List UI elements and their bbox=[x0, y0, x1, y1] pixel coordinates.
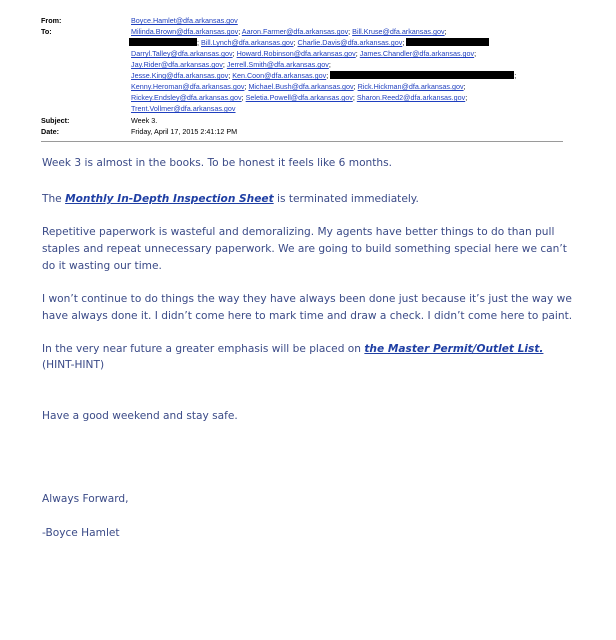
recipient-separator: ; bbox=[222, 60, 225, 69]
recipient-separator: ; bbox=[465, 93, 468, 102]
recipient-separator: ; bbox=[232, 49, 235, 58]
recipient-separator: ; bbox=[238, 27, 241, 36]
redaction-bar bbox=[406, 38, 489, 46]
recipient-link[interactable]: Aaron.Farmer@dfa.arkansas.gov bbox=[241, 27, 349, 36]
recipient-link[interactable]: Sharon.Reed2@dfa.arkansas.gov bbox=[356, 93, 466, 102]
subject-value: Week 3. bbox=[131, 116, 158, 125]
from-row bbox=[41, 16, 601, 27]
to-row bbox=[41, 71, 601, 82]
recipient-separator: ; bbox=[514, 71, 517, 80]
recipient-link[interactable]: Darryl.Talley@dfa.arkansas.gov bbox=[131, 49, 233, 58]
recipient-link[interactable]: James.Chandler@dfa.arkansas.gov bbox=[359, 49, 475, 58]
recipient-link[interactable]: Jesse.King@dfa.arkansas.gov bbox=[131, 71, 229, 80]
recipient-link[interactable]: Milinda.Brown@dfa.arkansas.gov bbox=[131, 27, 239, 36]
body-paragraph-line: have always done it. I didn’t come here to mark time and draw a check. I didn’t come here to paint. bbox=[42, 310, 573, 322]
to-label: To: bbox=[41, 27, 52, 36]
recipient-separator: ; bbox=[244, 82, 247, 91]
to-row bbox=[41, 38, 601, 49]
recipient-link[interactable]: Howard.Robinson@dfa.arkansas.gov bbox=[236, 49, 356, 58]
body-paragraph: Week 3 is almost in the books. To be honest it feels like 6 months. bbox=[42, 157, 393, 169]
recipient-separator: ; bbox=[474, 49, 477, 58]
to-row bbox=[41, 60, 601, 71]
body-text-span: is terminated immediately. bbox=[273, 193, 419, 205]
recipient-separator: ; bbox=[463, 82, 466, 91]
signature-line: -Boyce Hamlet bbox=[42, 527, 120, 539]
from-address-link[interactable]: Boyce.Hamlet@dfa.arkansas.gov bbox=[131, 16, 238, 25]
redaction-bar bbox=[129, 38, 197, 46]
body-text-span: The bbox=[42, 193, 66, 205]
recipient-separator: ; bbox=[444, 27, 447, 36]
recipient-separator: ; bbox=[293, 38, 296, 47]
recipient-separator: ; bbox=[348, 27, 351, 36]
body-text-span: In the very near future a greater emphasis will be placed on bbox=[42, 343, 365, 355]
recipient-separator: ; bbox=[353, 82, 356, 91]
date-row bbox=[41, 127, 601, 138]
recipient-link[interactable]: Bill.Lynch@dfa.arkansas.gov bbox=[201, 38, 294, 47]
header-divider bbox=[41, 141, 563, 142]
date-label: Date: bbox=[41, 127, 59, 136]
body-paragraph: Have a good weekend and stay safe. bbox=[42, 410, 238, 422]
master-permit-link[interactable]: the Master Permit/Outlet List. bbox=[364, 343, 544, 355]
closing-line: Always Forward, bbox=[42, 493, 129, 505]
recipient-separator: ; bbox=[197, 38, 199, 47]
recipient-link[interactable]: Rick.Hickman@dfa.arkansas.gov bbox=[357, 82, 464, 91]
recipient-link[interactable]: Michael.Bush@dfa.arkansas.gov bbox=[248, 82, 354, 91]
recipient-separator: ; bbox=[228, 71, 231, 80]
recipient-link[interactable]: Bill.Kruse@dfa.arkansas.gov bbox=[352, 27, 445, 36]
recipient-link[interactable]: Ken.Coon@dfa.arkansas.gov bbox=[232, 71, 327, 80]
recipient-separator: ; bbox=[355, 49, 358, 58]
redaction-bar bbox=[330, 71, 517, 80]
inspection-sheet-link[interactable]: Monthly In-Depth Inspection Sheet bbox=[65, 193, 274, 205]
from-label: From: bbox=[41, 16, 62, 25]
subject-row bbox=[41, 116, 601, 127]
recipient-link[interactable]: Rickey.Endsley@dfa.arkansas.gov bbox=[131, 93, 242, 102]
to-row bbox=[41, 27, 601, 38]
to-row bbox=[41, 49, 601, 60]
recipient-link[interactable]: Jerrell.Smith@dfa.arkansas.gov bbox=[226, 60, 329, 69]
recipient-separator: ; bbox=[402, 38, 405, 47]
recipient-link[interactable]: Seletia.Powell@dfa.arkansas.gov bbox=[245, 93, 353, 102]
body-paragraph-line: (HINT-HINT) bbox=[42, 359, 105, 371]
recipient-link[interactable]: Charlie.Davis@dfa.arkansas.gov bbox=[297, 38, 403, 47]
to-row bbox=[41, 93, 601, 104]
recipient-link[interactable]: Kenny.Heroman@dfa.arkansas.gov bbox=[131, 82, 245, 91]
recipient-separator: ; bbox=[241, 93, 244, 102]
body-paragraph-line: do it wasting our time. bbox=[42, 260, 162, 272]
body-paragraph-line: Repetitive paperwork is wasteful and demoralizing. My agents have better things to do than pull bbox=[42, 226, 555, 238]
to-row bbox=[41, 82, 601, 93]
recipient-separator: ; bbox=[352, 93, 355, 102]
recipient-link[interactable]: Trent.Vollmer@dfa.arkansas.gov bbox=[131, 104, 236, 113]
recipient-separator: ; bbox=[326, 71, 329, 80]
body-paragraph-line: staples and repeat unnecessary paperwork. We are going to build something special here we can’t bbox=[42, 243, 567, 255]
body-paragraph-line: I won’t continue to do things the way they have always been done just because it’s just the way we bbox=[42, 293, 572, 305]
body-paragraph-line bbox=[42, 341, 582, 358]
recipient-separator: ; bbox=[328, 60, 331, 69]
subject-label: Subject: bbox=[41, 116, 70, 125]
date-value: Friday, April 17, 2015 2:41:12 PM bbox=[131, 127, 238, 136]
to-row bbox=[41, 104, 601, 115]
body-paragraph bbox=[42, 191, 582, 208]
recipient-link[interactable]: Jay.Rider@dfa.arkansas.gov bbox=[131, 60, 223, 69]
